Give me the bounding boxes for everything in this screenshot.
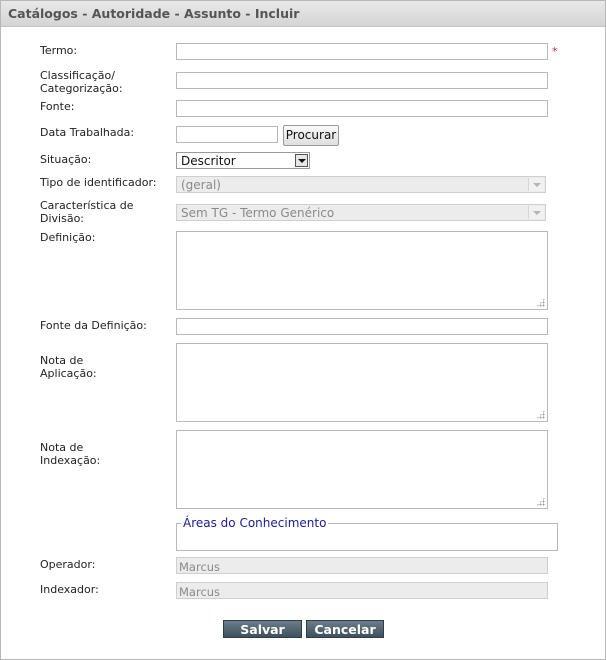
classificacao-label — [40, 69, 123, 95]
nota-indexacao-label — [40, 441, 100, 467]
definicao-textarea[interactable] — [176, 231, 548, 310]
chevron-down-icon[interactable] — [528, 178, 544, 191]
classificacao-label-line2: Categorização: — [40, 82, 123, 95]
fonte-label: Fonte: — [40, 100, 75, 113]
fonte-input[interactable] — [176, 100, 548, 117]
indexador-label: Indexador: — [40, 583, 99, 596]
tipo-identificador-select[interactable] — [176, 176, 546, 193]
indexador-field: Marcus — [176, 582, 548, 599]
save-button[interactable]: Salvar — [223, 620, 302, 638]
situacao-label: Situação: — [40, 153, 92, 166]
data-trabalhada-label: Data Trabalhada: — [40, 126, 135, 139]
resize-grip-icon[interactable] — [536, 410, 545, 419]
operador-label: Operador: — [40, 558, 96, 571]
procurar-button[interactable]: Procurar — [283, 125, 339, 146]
nota-indexacao-label-line1: Nota de — [40, 441, 84, 454]
caracteristica-divisao-label-line1: Característica de — [40, 199, 134, 212]
nota-aplicacao-label-line2: Aplicação: — [40, 367, 97, 380]
nota-indexacao-label-line2: Indexação: — [40, 454, 101, 467]
classificacao-input[interactable] — [176, 72, 548, 89]
tipo-identificador-selected-value: (geral) — [181, 178, 221, 192]
caracteristica-divisao-selected-value: Sem TG - Termo Genérico — [181, 206, 335, 220]
termo-label: Termo: — [40, 44, 78, 57]
caracteristica-divisao-label-line2: Divisão: — [40, 212, 84, 225]
chevron-down-icon[interactable] — [295, 154, 308, 167]
caracteristica-divisao-select[interactable] — [176, 204, 546, 221]
title-bar — [1, 1, 605, 27]
operador-field: Marcus — [176, 557, 548, 574]
fonte-definicao-label: Fonte da Definição: — [40, 319, 147, 332]
chevron-down-icon[interactable] — [528, 206, 544, 219]
situacao-selected-value: Descritor — [181, 154, 236, 168]
areas-conhecimento-legend[interactable]: Áreas do Conhecimento — [183, 516, 327, 530]
nota-aplicacao-label-line1: Nota de — [40, 354, 84, 367]
nota-aplicacao-label — [40, 354, 97, 380]
data-trabalhada-input[interactable] — [176, 126, 278, 143]
classificacao-label-line1: Classificação/ — [40, 69, 115, 82]
window-title: Catálogos - Autoridade - Assunto - Incluir — [8, 6, 300, 21]
resize-grip-icon[interactable] — [536, 497, 545, 506]
cancel-button[interactable]: Cancelar — [306, 620, 384, 638]
definicao-label: Definição: — [40, 231, 96, 244]
termo-input[interactable] — [176, 43, 548, 60]
fonte-definicao-input[interactable] — [176, 318, 548, 335]
resize-grip-icon[interactable] — [536, 298, 545, 307]
required-marker: * — [552, 45, 558, 58]
situacao-select[interactable] — [176, 152, 310, 169]
nota-aplicacao-textarea[interactable] — [176, 343, 548, 422]
nota-indexacao-textarea[interactable] — [176, 430, 548, 509]
tipo-identificador-label: Tipo de identificador: — [40, 176, 157, 189]
caracteristica-divisao-label — [40, 199, 134, 225]
